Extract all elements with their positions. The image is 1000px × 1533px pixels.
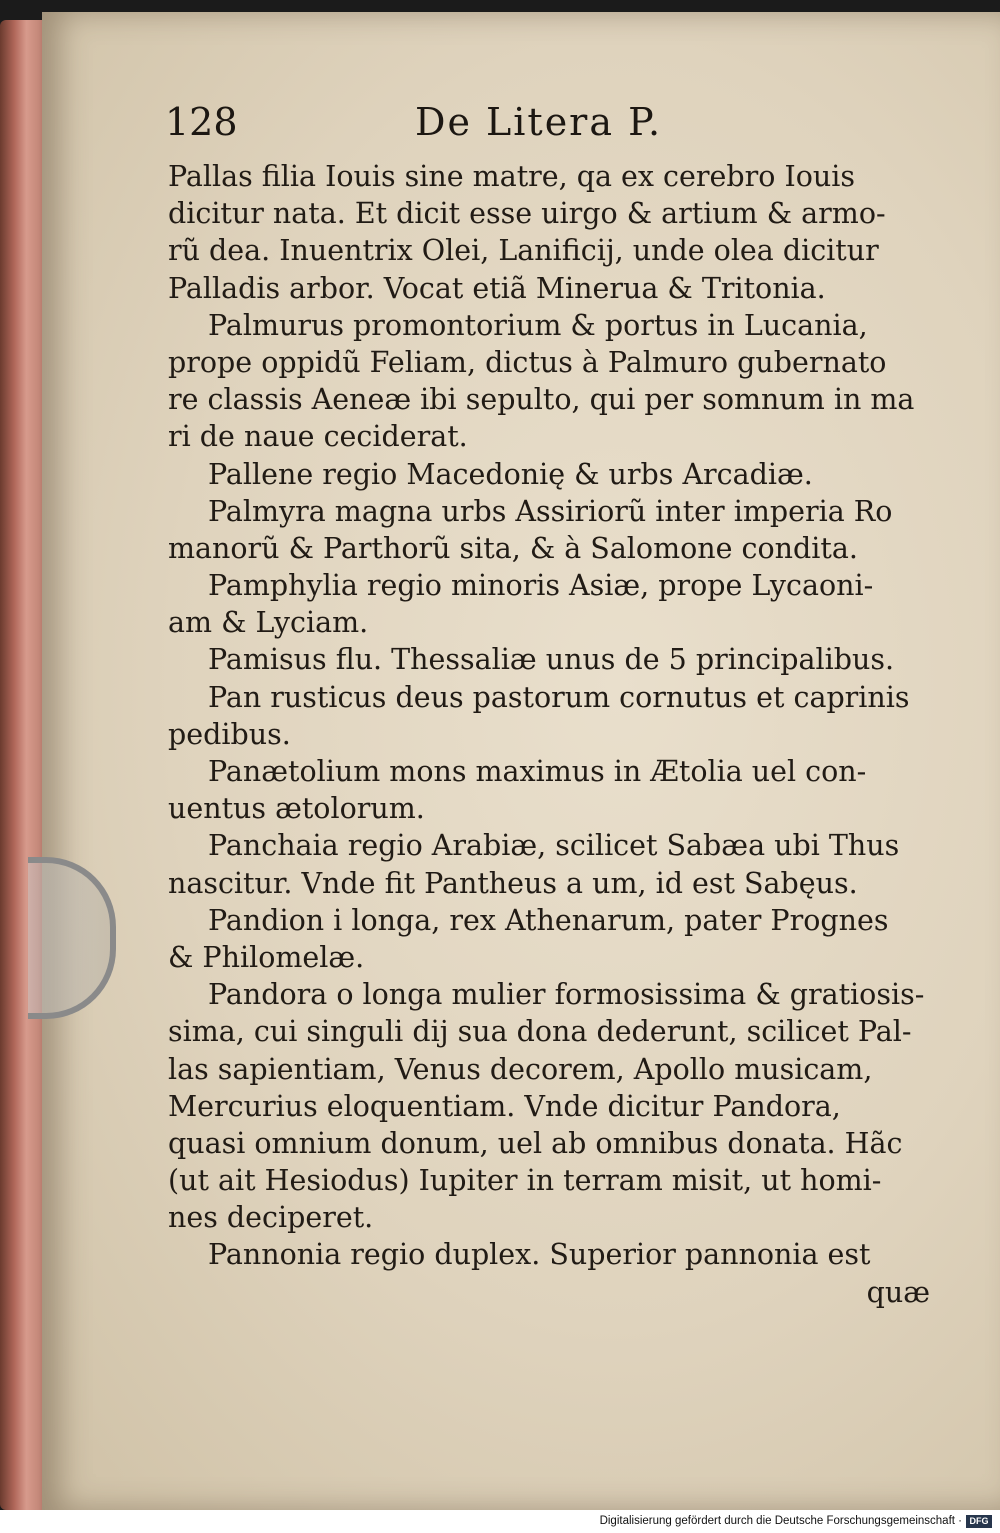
- text-line: Pamisus flu. Thessaliæ unus de 5 principalibus.: [208, 643, 895, 677]
- text-line: uentus ætolorum.: [168, 792, 425, 826]
- page-number: 128: [165, 100, 238, 144]
- text-line: nascitur. Vnde fit Pantheus a um, id est Sabęus.: [168, 866, 858, 900]
- text-line: pedibus.: [168, 717, 291, 751]
- text-line: Palmurus promontorium & portus in Lucania,: [208, 308, 868, 342]
- text-line: Pallene regio Macedonię & urbs Arcadiæ.: [208, 457, 813, 491]
- text-line: nes deciperet.: [168, 1201, 374, 1235]
- footer-text: Digitalisierung gefördert durch die Deutsche Forschungsgemeinschaft ·: [599, 1515, 962, 1527]
- text-line: Panchaia regio Arabiæ, scilicet Sabæa ubi Thus: [208, 829, 900, 863]
- text-line: sima, cui singuli dij sua dona dederunt, scilicet Pal-: [168, 1015, 912, 1049]
- text-line: & Philomelæ.: [168, 940, 365, 974]
- text-line: Mercurius eloquentiam. Vnde dicitur Pandora,: [168, 1089, 841, 1123]
- text-line: manorũ & Parthorũ sita, & à Salomone condita.: [168, 531, 858, 565]
- text-line: Pandion i longa, rex Athenarum, pater Prognes: [208, 903, 889, 937]
- text-line: Pan rusticus deus pastorum cornutus et caprinis: [208, 680, 910, 714]
- text-line: Palmyra magna urbs Assiriorũ inter imperia Ro: [208, 494, 893, 528]
- text-line: Pannonia regio duplex. Superior pannonia est: [208, 1238, 871, 1272]
- text-block: [168, 158, 938, 1311]
- text-line: rũ dea. Inuentrix Olei, Lanificij, unde olea dicitur: [168, 234, 879, 268]
- text-line: ri de naue ceciderat.: [168, 420, 468, 454]
- footer: [0, 1510, 1000, 1533]
- text-line: (ut ait Hesiodus) Iupiter in terram misit, ut homi-: [168, 1164, 882, 1198]
- clasp: [28, 857, 116, 1019]
- text-line: Pallas filia Iouis sine matre, qa ex cerebro Iouis: [168, 160, 855, 193]
- page-header: [165, 100, 725, 146]
- text-line: Panætolium mons maximus in Ætolia uel con-: [208, 755, 867, 788]
- book-edge: [0, 20, 48, 1510]
- text-line: Pandora o longa mulier formosissima & gratiosis-: [208, 978, 925, 1012]
- text-line: re classis Aeneæ ibi sepulto, qui per somnum in ma: [168, 383, 915, 417]
- text-line: Palladis arbor. Vocat etiã Minerua & Tritonia.: [168, 271, 826, 305]
- text-line: prope oppidũ Feliam, dictus à Palmuro gubernato: [168, 345, 887, 379]
- text-line: dicitur nata. Et dicit esse uirgo & artium & armo-: [168, 197, 886, 231]
- dfg-logo: DFG: [966, 1515, 992, 1528]
- catchword: quæ: [866, 1275, 930, 1309]
- text-line: Pamphylia regio minoris Asiæ, prope Lycaoni-: [208, 569, 874, 603]
- text-line: quasi omnium donum, uel ab omnibus donata. Hãc: [168, 1126, 903, 1160]
- text-line: am & Lyciam.: [168, 606, 369, 640]
- text-line: las sapientiam, Venus decorem, Apollo musicam,: [168, 1052, 873, 1086]
- running-title: De Litera P.: [415, 100, 663, 144]
